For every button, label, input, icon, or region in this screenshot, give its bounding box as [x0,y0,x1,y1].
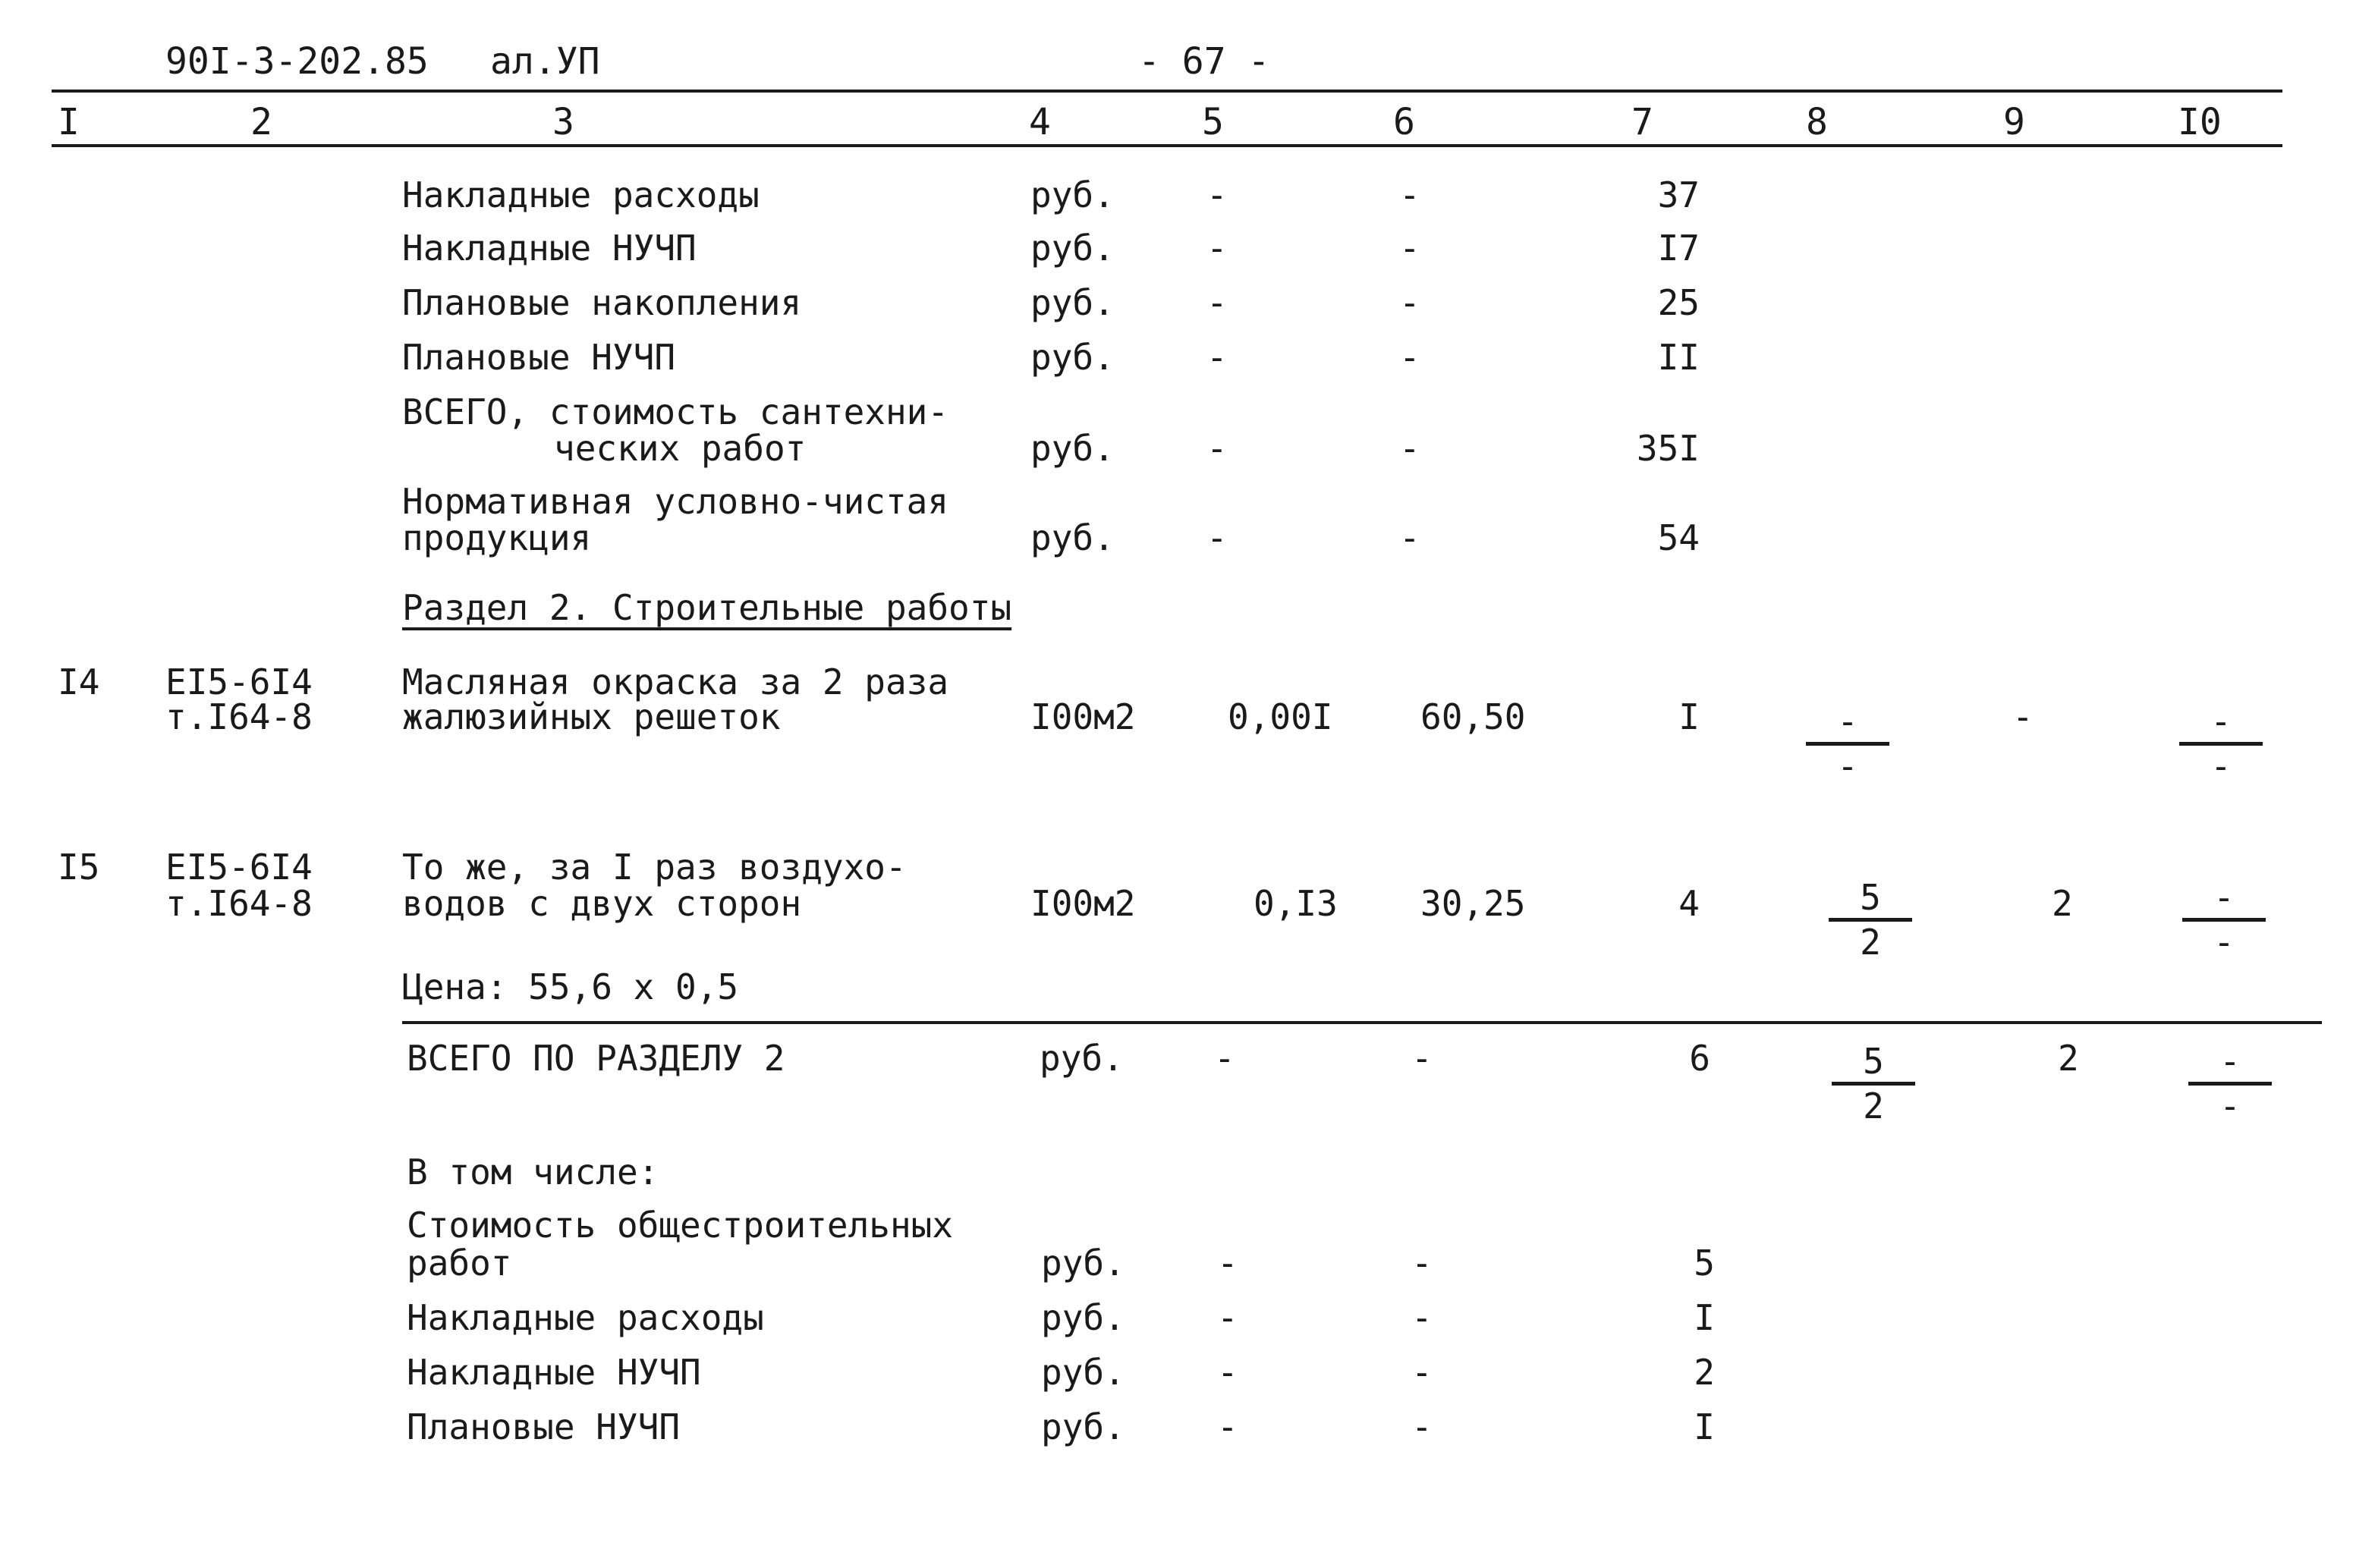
col-header-9: 9 [2003,101,2025,143]
row-col5: - [1217,1243,1238,1284]
row-col8-fraction [1829,877,1912,963]
row-col5: - [1206,228,1228,269]
row-unit: руб. [1030,228,1115,269]
col-header-1: I [58,101,80,143]
row-col10-fraction [2179,701,2263,787]
row-col6: - [1399,174,1420,215]
row-unit: руб. [1041,1352,1125,1393]
row-unit: руб. [1041,1297,1125,1338]
row-col8-fraction [1806,701,1889,787]
price-note: Цена: 55,6 х 0,5 [402,966,739,1007]
row-col10-fraction [2188,1041,2272,1127]
row-description-line1: Стоимость общестроительных [407,1205,954,1246]
row-col6: - [1399,337,1420,378]
row-col7: II [1657,337,1700,378]
row-description-line1: Нормативная условно-чистая [402,481,949,522]
row-unit: I00м2 [1030,696,1136,737]
row-unit: руб. [1030,517,1115,558]
row-col7: I [1694,1297,1715,1338]
row-col5: - [1206,428,1228,469]
row-unit: руб. [1030,282,1115,323]
row-col7: I [1694,1406,1715,1447]
row-col7: I7 [1657,228,1700,269]
rate-code: EI5-6I4 [165,661,313,702]
row-col6: - [1399,282,1420,323]
col-header-10: I0 [2178,101,2222,143]
fraction-denominator: - [2210,746,2232,787]
row-col7: I [1678,696,1700,737]
row-description-line2: жалюзийных решеток [402,696,781,737]
row-description: ВСЕГО ПО РАЗДЕЛУ 2 [407,1038,785,1079]
col-header-6: 6 [1393,101,1415,143]
row-col10-fraction [2182,877,2266,963]
row-description-line1: Масляная окраска за 2 раза [402,661,949,702]
row-unit: I00м2 [1030,883,1136,924]
fraction-denominator: - [2213,922,2235,963]
col-header-7: 7 [1631,101,1653,143]
row-col6: - [1399,517,1420,558]
row-col6: 60,50 [1420,696,1526,737]
row-col5: - [1217,1297,1238,1338]
col-header-5: 5 [1202,101,1224,143]
row-description-line2: работ [407,1243,512,1284]
rate-code: EI5-6I4 [165,847,313,888]
row-col5: - [1206,517,1228,558]
page-number: - 67 - [1138,40,1270,83]
row-description: Накладные расходы [402,174,760,215]
fraction-denominator: 2 [1863,1086,1884,1127]
row-col7: 5 [1694,1243,1715,1284]
header-rule-bottom [52,144,2282,147]
fraction-denominator: - [2219,1086,2241,1127]
row-unit: руб. [1030,174,1115,215]
row-col5: - [1217,1406,1238,1447]
row-col5: - [1206,282,1228,323]
fraction-denominator: 2 [1860,922,1881,963]
row-unit: руб. [1030,337,1115,378]
row-unit: руб. [1041,1243,1125,1284]
row-col5: - [1206,337,1228,378]
row-col6: - [1411,1038,1433,1079]
row-col7: 6 [1689,1038,1710,1079]
section-title: Раздел 2. Строительные работы [402,587,1012,628]
row-col7: 54 [1657,517,1700,558]
row-col5: - [1206,174,1228,215]
row-description: Плановые НУЧП [407,1406,681,1447]
header-rule-top [52,90,2282,93]
row-description: Накладные НУЧП [402,228,697,269]
row-col5: - [1214,1038,1235,1079]
row-col6: - [1411,1297,1433,1338]
item-number: I4 [58,661,100,702]
fraction-denominator: - [1837,746,1858,787]
col-header-3: 3 [552,101,574,143]
col-header-2: 2 [250,101,272,143]
row-col5: 0,I3 [1254,883,1338,924]
row-col6: - [1411,1406,1433,1447]
row-col7: 37 [1657,174,1700,215]
row-description: Плановые накопления [402,282,802,323]
row-col7: 2 [1694,1352,1715,1393]
album-label: ал.УП [490,40,600,83]
col-header-8: 8 [1806,101,1828,143]
rate-table: т.I64-8 [165,696,313,737]
row-col5: - [1217,1352,1238,1393]
row-col9: - [2012,696,2034,737]
row-col6: - [1399,228,1420,269]
row-col7: 25 [1657,282,1700,323]
document-code: 90I-3-202.85 [165,40,429,83]
row-col6: - [1399,428,1420,469]
row-unit: руб. [1030,428,1115,469]
row-description: Накладные расходы [407,1297,764,1338]
fraction-numerator: - [2219,1041,2241,1082]
row-col7: 35I [1636,428,1700,469]
row-col7: 4 [1678,883,1700,924]
row-description-line1: ВСЕГО, стоимость сантехни- [402,391,949,432]
fraction-numerator: 5 [1863,1041,1884,1082]
fraction-numerator: 5 [1860,877,1881,918]
row-col6: 30,25 [1420,883,1526,924]
row-description-line2: водов с двух сторон [402,883,802,924]
fraction-numerator: - [2213,877,2235,918]
item-number: I5 [58,847,100,888]
row-description: Накладные НУЧП [407,1352,701,1393]
row-description-line1: То же, за I раз воздухо- [402,847,907,888]
fraction-numerator: - [1837,701,1858,742]
col-header-4: 4 [1029,101,1051,143]
row-unit: руб. [1041,1406,1125,1447]
row-col8-fraction [1832,1041,1915,1127]
row-description-line2: продукция [402,517,592,558]
section-total-rule [402,1021,2322,1024]
row-col6: - [1411,1243,1433,1284]
including-label: В том числе: [407,1152,659,1192]
row-unit: руб. [1040,1038,1124,1079]
row-description-line2: ческих работ [554,428,807,469]
row-col9: 2 [2052,883,2073,924]
fraction-numerator: - [2210,701,2232,742]
rate-table: т.I64-8 [165,883,313,924]
row-col6: - [1411,1352,1433,1393]
row-col9: 2 [2058,1038,2079,1079]
row-description: Плановые НУЧП [402,337,676,378]
row-col5: 0,00I [1228,696,1333,737]
